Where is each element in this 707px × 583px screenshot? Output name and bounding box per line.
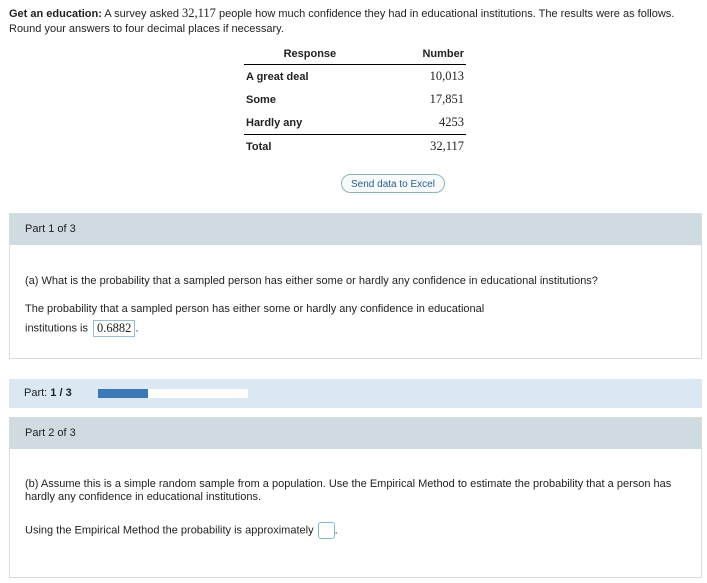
row-label: A great deal — [246, 70, 309, 83]
part1-answer-prefix-2: institutions is — [25, 322, 88, 335]
survey-count: 32,117 — [182, 6, 216, 20]
progress-value: 1 / 3 — [50, 387, 72, 399]
header-response: Response — [283, 48, 337, 60]
row-label: Total — [246, 140, 272, 153]
part2-answer-line — [25, 522, 689, 539]
survey-table — [244, 46, 466, 158]
part2-header: Part 2 of 3 — [10, 418, 701, 449]
intro-text-b: people how much confidence they had in educational institutions. The results were as follows. Round your answers to four decimal places if necessary. — [9, 8, 675, 35]
part1-answer-input[interactable]: 0.6882 — [93, 320, 135, 337]
part2-answer-suffix: . — [334, 524, 338, 537]
row-label: Hardly any — [246, 116, 303, 129]
progress-fill — [98, 389, 148, 398]
part1-header: Part 1 of 3 — [10, 214, 701, 245]
row-value: 10,013 — [429, 69, 464, 83]
part1-answer-line — [25, 303, 689, 316]
progress-row — [9, 379, 702, 408]
part2-panel — [9, 417, 702, 578]
header-number: Number — [422, 48, 464, 60]
part2-answer-input[interactable] — [318, 522, 335, 539]
problem-lead: Get an education: — [9, 8, 102, 20]
table-row — [244, 111, 466, 135]
part2-answer-prefix: Using the Empirical Method the probability is approximately — [25, 524, 314, 537]
row-value: 4253 — [439, 115, 464, 129]
part1-answer-line-2 — [25, 320, 689, 337]
table-row — [244, 88, 466, 111]
part2-question: (b) Assume this is a simple random sample from a population. Use the Empirical Method to estimate the probability that a person has hardly any confidence in educational institutions. — [25, 478, 672, 503]
row-value: 17,851 — [429, 92, 464, 106]
row-label: Some — [246, 93, 276, 106]
part1-panel — [9, 213, 702, 359]
problem-intro — [9, 6, 699, 37]
progress-bar — [98, 389, 248, 398]
row-value: 32,117 — [430, 139, 464, 153]
intro-text-a: A survey asked — [101, 8, 183, 20]
progress-label: Part: — [24, 387, 48, 399]
part1-answer-suffix: . — [135, 322, 139, 335]
part1-question: (a) What is the probability that a sampled person has either some or hardly any confidence in educational institutions? — [25, 275, 598, 287]
table-row — [244, 65, 466, 89]
send-to-excel-button[interactable]: Send data to Excel — [341, 174, 445, 193]
table-row-total — [244, 135, 466, 159]
part1-answer-prefix: The probability that a sampled person has either some or hardly any confidence in educational — [25, 303, 485, 315]
